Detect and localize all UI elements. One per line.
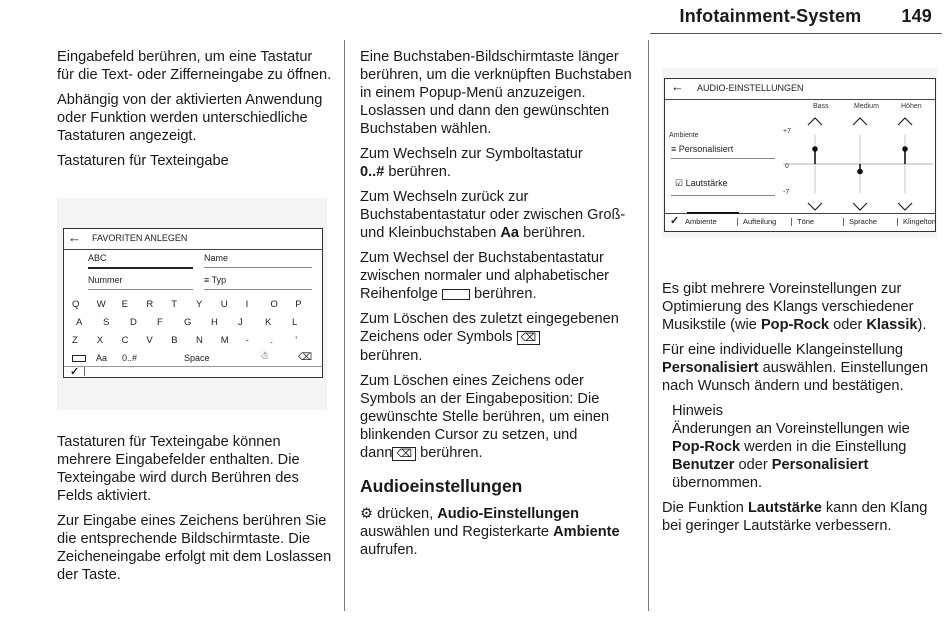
- slider-knob: [812, 146, 818, 152]
- tab-divider: [791, 218, 792, 226]
- key-H[interactable]: H: [211, 317, 218, 328]
- paragraph: Es gibt mehrere Voreinstellungen zur Optimierung des Klangs verschiedener Musikstile (wie Pop-Rock oder Klassik).: [662, 281, 927, 333]
- equalizer-sliders: [775, 109, 935, 219]
- confirm-check-icon[interactable]: ✓: [670, 215, 680, 227]
- scale-zero: 0: [785, 163, 789, 170]
- input-field-name[interactable]: Name: [204, 253, 229, 263]
- key-B[interactable]: B: [171, 335, 178, 346]
- keyboard-screen: [63, 228, 323, 378]
- column-divider: [344, 40, 345, 611]
- key-F[interactable]: F: [157, 317, 163, 328]
- preset-button[interactable]: ≡ Personalisiert: [671, 144, 734, 154]
- paragraph: Zum Löschen eines Zeichens oder Symbols an der Eingabeposition: Die gewünschte Stelle berühren, um einen blinkenden Cursor zu setzen, und dann ⌫ berühren.: [360, 373, 610, 461]
- chevron-down-icon: [808, 203, 822, 210]
- keyboard-icon: [442, 289, 470, 300]
- note-heading: Hinweis: [672, 403, 724, 419]
- input-field-number[interactable]: Nummer: [88, 275, 123, 285]
- paragraph: Zum Wechseln zur Symboltastatur 0..# berühren.: [360, 146, 583, 180]
- key-C[interactable]: C: [121, 335, 129, 346]
- key-L[interactable]: L: [292, 317, 298, 328]
- column-divider: [648, 40, 649, 611]
- space-key[interactable]: Space: [184, 353, 210, 363]
- key-O[interactable]: O: [270, 299, 278, 310]
- key-row-3: [64, 335, 322, 349]
- chevron-down-icon: [898, 203, 912, 210]
- paragraph: Abhängig von der aktivierten Anwendung oder Funktion werden unterschiedliche Tastaturen angezeigt.: [57, 92, 323, 144]
- key-G[interactable]: G: [184, 317, 192, 328]
- paragraph: Zur Eingabe eines Zeichens berühren Sie die entsprechende Bildschirmtaste. Die Zeicheneingabe erfolgt mit dem Loslassen der Taste.: [57, 513, 332, 583]
- key-W[interactable]: W: [96, 299, 106, 310]
- settings-icon: ⚙: [360, 506, 374, 522]
- key-N[interactable]: N: [196, 335, 203, 346]
- key-S[interactable]: S: [103, 317, 110, 328]
- emoji-icon[interactable]: ☃: [260, 351, 269, 362]
- delete-icon: ⌫: [392, 447, 416, 461]
- tab-klingelton[interactable]: Klingelton: [903, 217, 936, 226]
- key-E[interactable]: E: [121, 299, 128, 310]
- active-tab-indicator: [687, 212, 739, 214]
- tab-sprache[interactable]: Sprache: [849, 217, 877, 226]
- key-row-1: [64, 299, 322, 313]
- scale-min: -7: [783, 189, 790, 196]
- chevron-up-icon: [853, 118, 867, 125]
- key-D[interactable]: D: [130, 317, 137, 328]
- chevron-down-icon: [853, 203, 867, 210]
- key--[interactable]: -: [245, 335, 249, 346]
- audio-figure: [662, 68, 937, 238]
- paragraph: Tastaturen für Texteingabe können mehrere Eingabefelder enthalten. Die Texteingabe wird durch Berühren des Felds aktiviert.: [57, 434, 300, 504]
- key-P[interactable]: P: [295, 299, 302, 310]
- key-row-2: [64, 317, 322, 331]
- key-Y[interactable]: Y: [196, 299, 203, 310]
- paragraph: Die Funktion Lautstärke kann den Klang bei geringer Lautstärke verbessern.: [662, 500, 928, 534]
- case-key[interactable]: Aa: [96, 353, 108, 363]
- section-title: Infotainment-System: [679, 6, 862, 26]
- header-rule: [650, 33, 942, 34]
- text-cursor: [84, 367, 85, 376]
- tab-aufteilung[interactable]: Aufteilung: [743, 217, 777, 226]
- page-number: 149: [901, 6, 932, 26]
- column-label-medium: Medium: [854, 103, 879, 110]
- key-V[interactable]: V: [146, 335, 153, 346]
- key-T[interactable]: T: [171, 299, 177, 310]
- column-label-hoehen: Höhen: [901, 103, 922, 110]
- loudness-checkbox[interactable]: ☑ Lautstärke: [675, 178, 728, 188]
- key-I[interactable]: I: [245, 299, 249, 310]
- chevron-up-icon: [808, 118, 822, 125]
- tab-bar: [685, 217, 936, 229]
- delete-icon: ⌫: [517, 331, 541, 345]
- paragraph: Eine Buchstaben-Bildschirmtaste länger berühren, um die verknüpften Buchstaben in einem Popup-Menü anzuzeigen. Loslassen und dann den gewünschten Buchstaben wählen.: [360, 49, 632, 137]
- confirm-check-icon[interactable]: ✓: [70, 366, 80, 378]
- ambiente-label: Ambiente: [669, 132, 699, 139]
- tab-ambiente[interactable]: Ambiente: [685, 217, 717, 226]
- column-2: [360, 48, 635, 566]
- scale-max: +7: [783, 128, 791, 135]
- paragraph: Zum Wechseln zurück zur Buchstabentastatur oder zwischen Groß- und Kleinbuchstaben Aa berühren.: [360, 189, 626, 241]
- backspace-icon[interactable]: ⌫: [298, 352, 313, 363]
- screen-title: FAVORITEN ANLEGEN: [92, 233, 188, 243]
- figure-caption: Tastaturen für Texteingabe: [57, 153, 229, 169]
- tab-töne[interactable]: Töne: [797, 217, 815, 226]
- column-label-bass: Bass: [813, 103, 829, 110]
- list-icon: ≡: [204, 275, 212, 285]
- key-K[interactable]: K: [265, 317, 272, 328]
- tab-divider: [843, 218, 844, 226]
- paragraph: Für eine individuelle Klangeinstellung Personalisiert auswählen. Einstellungen nach Wunsch ändern und bestätigen.: [662, 342, 929, 394]
- keyboard-figure: [57, 198, 327, 410]
- paragraph: Eingabefeld berühren, um eine Tastatur für die Text- oder Zifferneingabe zu öffnen.: [57, 49, 332, 83]
- key-Q[interactable]: Q: [72, 299, 80, 310]
- slider-knob: [857, 169, 863, 175]
- type-select[interactable]: ≡ Typ: [204, 275, 227, 285]
- back-arrow-icon[interactable]: ←: [671, 79, 684, 94]
- input-field-abc[interactable]: ABC: [88, 253, 107, 263]
- screen-title: AUDIO-EINSTELLUNGEN: [697, 83, 804, 93]
- key-X[interactable]: X: [96, 335, 104, 346]
- paragraph: Zum Wechsel der Buchstabentastatur zwischen normaler und alphabetischer Reihenfolge berühren.: [360, 250, 610, 302]
- key-U[interactable]: U: [220, 299, 228, 310]
- key-A[interactable]: A: [76, 317, 83, 328]
- paragraph: Zum Löschen des zuletzt eingegebenen Zeichens oder Symbols ⌫ berühren.: [360, 311, 619, 364]
- key-Z[interactable]: Z: [72, 335, 78, 346]
- chevron-up-icon: [898, 118, 912, 125]
- page-header: [680, 6, 932, 27]
- section-heading: Audioeinstellungen: [360, 476, 523, 496]
- checkbox-checked-icon: ☑: [675, 178, 686, 188]
- key-.[interactable]: .: [270, 335, 274, 346]
- column-1-lower: [57, 433, 332, 591]
- column-3: [662, 280, 940, 542]
- keyboard-layout-icon[interactable]: [72, 353, 86, 363]
- tab-divider: [737, 218, 738, 226]
- slider-knob: [902, 146, 908, 152]
- note-block: [672, 402, 940, 492]
- key-R[interactable]: R: [146, 299, 154, 310]
- key-M[interactable]: M: [220, 335, 229, 346]
- column-1: [57, 48, 332, 177]
- note-text: Änderungen an Voreinstellungen wie Pop-Rock werden in die Einstellung Benutzer oder Personalisiert übernommen.: [672, 421, 910, 491]
- key-'[interactable]: ': [295, 335, 298, 346]
- back-arrow-icon[interactable]: ←: [68, 230, 81, 245]
- audio-screen: [664, 78, 936, 232]
- key-J[interactable]: J: [238, 317, 243, 328]
- paragraph: ⚙ drücken, Audio-Einstellungen auswählen und Registerkarte Ambiente aufrufen.: [360, 506, 620, 558]
- list-icon: ≡: [671, 144, 679, 154]
- symbol-key[interactable]: 0..#: [122, 353, 138, 363]
- tab-divider: [897, 218, 898, 226]
